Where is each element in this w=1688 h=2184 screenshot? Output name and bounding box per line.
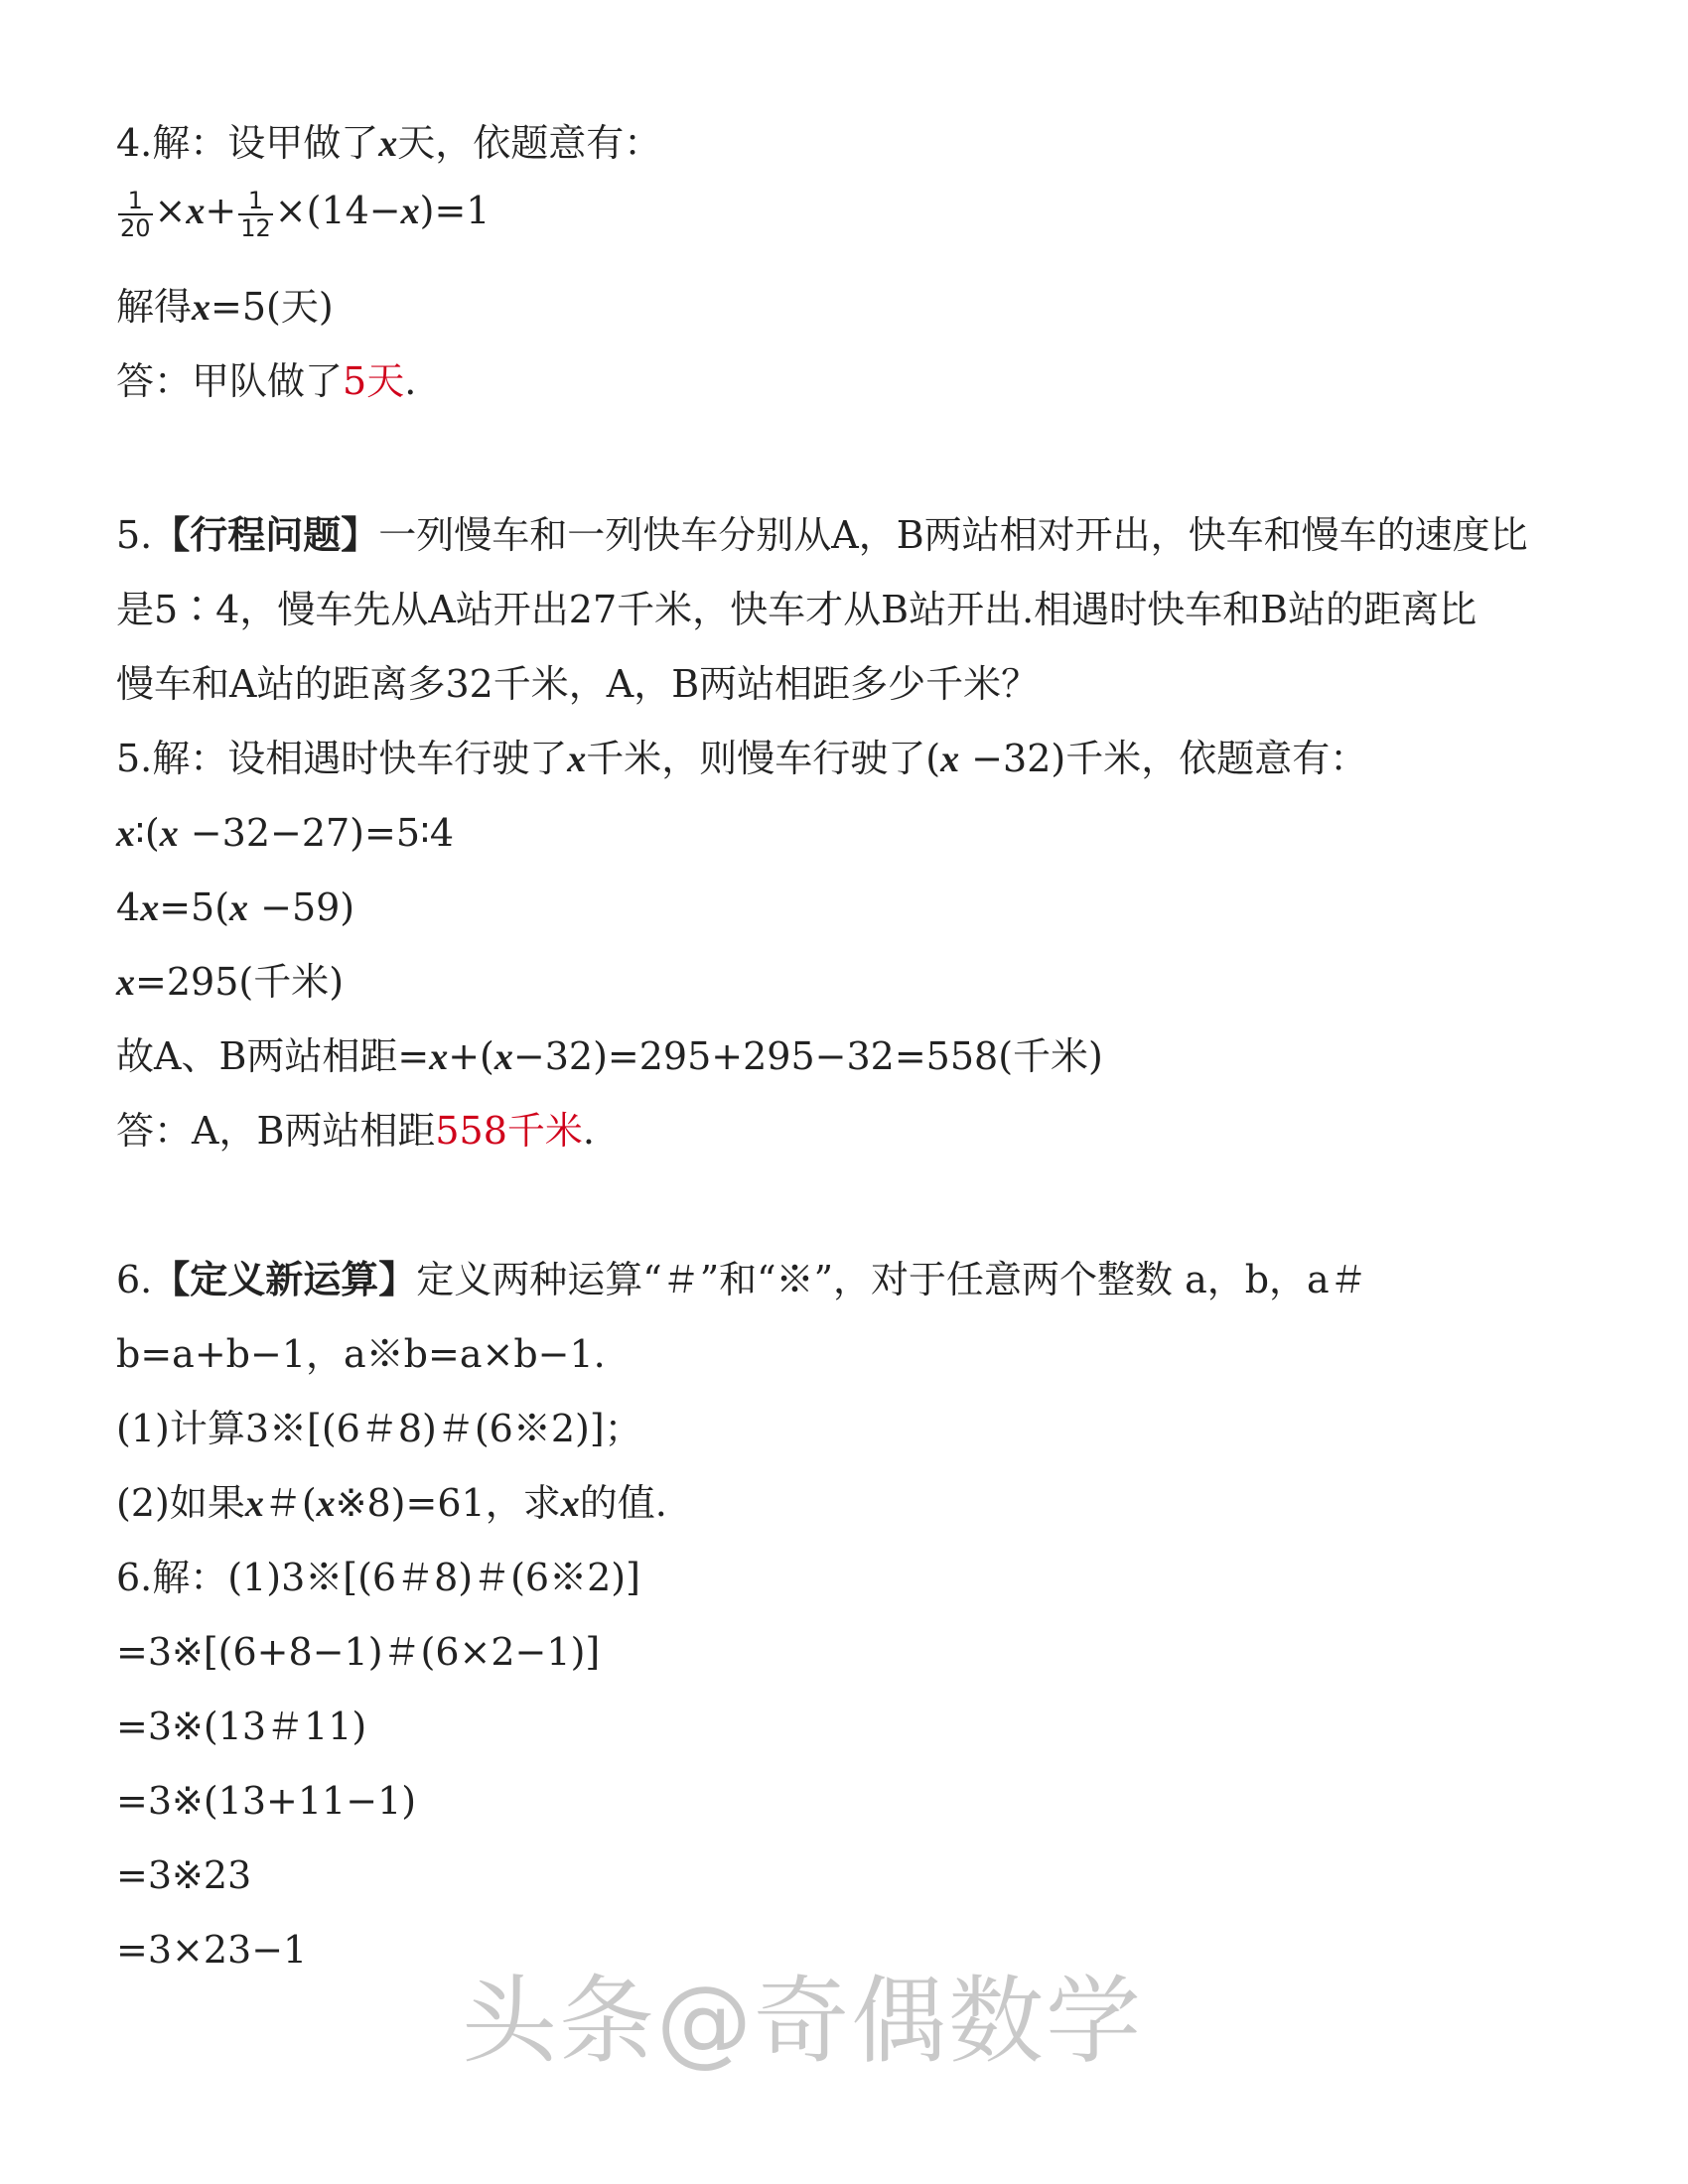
q6-solution-step-4 [116, 1777, 416, 1825]
text: =3×23−1 [116, 1928, 308, 1972]
q6-problem-line-2 [116, 1330, 606, 1378]
text: =295(千米) [135, 960, 345, 1004]
text: 故A、B两站相距= [116, 1034, 430, 1078]
text: −32−27)=5∶4 [178, 811, 455, 855]
q5-equation-2 [116, 884, 354, 932]
text: −59) [248, 886, 355, 929]
watermark: 头条@奇偶数学 [462, 1966, 1143, 2077]
denominator: 20 [120, 213, 151, 242]
answer-highlight: 5天 [343, 359, 405, 403]
numerator: 1 [118, 188, 153, 215]
variable-x: x [244, 1483, 264, 1525]
variable-x: x [493, 1036, 513, 1078]
problem-tag: 【行程问题】 [152, 512, 379, 557]
answer-highlight: 558千米 [435, 1109, 583, 1153]
variable-x: x [378, 123, 398, 165]
text: 一列慢车和一列快车分别从A，B两站相对开出，快车和慢车的速度比 [378, 513, 1528, 557]
q6-part-2 [116, 1479, 667, 1528]
text: 天，依题意有： [397, 121, 662, 165]
variable-x: x [229, 887, 249, 929]
q6-solution-step-5 [116, 1851, 251, 1899]
text: 5.解：设相遇时快车行驶了 [116, 737, 568, 780]
variable-x: x [940, 739, 960, 780]
text: b=a+b−1，a※b=a×b−1. [116, 1332, 606, 1376]
text: =3※(13＃11) [116, 1705, 367, 1748]
q6-part-1 [116, 1405, 642, 1452]
text: 解得 [116, 285, 193, 329]
numerator: 1 [238, 188, 273, 215]
denominator: 12 [240, 213, 271, 242]
text: +( [448, 1034, 494, 1078]
text: . [404, 359, 417, 403]
q4-result [116, 283, 334, 332]
q5-answer [116, 1107, 595, 1155]
q5-problem-line-3 [116, 660, 1039, 708]
q6-solution-step-3 [116, 1703, 366, 1750]
text: (1)计算3※[(6＃8)＃(6※2)]； [116, 1407, 642, 1450]
text: 定义两种运算“＃”和“※”，对于任意两个整数 a，b，a＃ [416, 1258, 1367, 1301]
text: + [205, 189, 237, 232]
variable-x: x [192, 287, 211, 329]
q5-problem-line-1 [116, 511, 1528, 559]
q5-equation-1 [116, 809, 454, 858]
fraction [238, 188, 273, 241]
variable-x: x [400, 191, 420, 232]
text: 5. [116, 513, 153, 557]
text: 4.解：设甲做了 [116, 121, 379, 165]
text: ∶( [135, 811, 160, 855]
text: 是5∶4，慢车先从A站开出27千米，快车才从B站开出.相遇时快车和B站的距离比 [116, 588, 1477, 631]
q6-problem-line-1 [116, 1256, 1367, 1303]
text: =3※23 [116, 1853, 252, 1897]
problem-tag: 【定义新运算】 [152, 1257, 417, 1301]
q6-solution-step-6 [116, 1926, 307, 1974]
q4-equation [116, 187, 490, 241]
variable-x: x [429, 1036, 449, 1078]
text: 答：A，B两站相距 [116, 1109, 436, 1153]
q5-distance-calc [116, 1032, 1103, 1081]
text: 千米，则慢车行驶了( [586, 737, 941, 780]
variable-x: x [560, 1483, 580, 1525]
text: −32)千米，依题意有： [959, 737, 1368, 780]
fraction [118, 188, 153, 241]
text: × [154, 189, 187, 232]
q5-problem-line-2 [116, 586, 1477, 633]
text: 4 [116, 886, 141, 929]
q4-answer [116, 357, 416, 405]
q5-solution-intro [116, 735, 1367, 783]
text: =3※[(6+8−1)＃(6×2−1)] [116, 1630, 601, 1674]
text: =5( [159, 886, 230, 929]
text: ×(14− [274, 189, 401, 232]
variable-x: x [116, 962, 135, 1004]
text: 的值. [579, 1481, 667, 1525]
text: ＃( [263, 1481, 317, 1525]
text: ※8)=61，求 [335, 1481, 561, 1525]
text: . [582, 1109, 595, 1153]
text: 慢车和A站的距离多32千米，A，B两站相距多少千米？ [116, 662, 1040, 706]
text: (2)如果 [116, 1481, 245, 1525]
variable-x: x [140, 887, 160, 929]
text: −32)=295+295−32=558(千米) [512, 1034, 1103, 1078]
q5-equation-3 [116, 958, 344, 1007]
variable-x: x [316, 1483, 336, 1525]
q6-solution-step-1 [116, 1554, 640, 1601]
text: =3※(13+11−1) [116, 1779, 417, 1823]
text: 答：甲队做了 [116, 359, 344, 403]
text: 6. [116, 1258, 153, 1301]
variable-x: x [186, 191, 206, 232]
text: 6.解：(1)3※[(6＃8)＃(6※2)] [116, 1556, 640, 1599]
text: =5(天) [211, 285, 334, 329]
q4-solution-intro [116, 119, 661, 168]
variable-x: x [567, 739, 587, 780]
variable-x: x [159, 813, 179, 855]
q6-solution-step-2 [116, 1628, 600, 1676]
text: )=1 [419, 189, 491, 232]
variable-x: x [116, 813, 135, 855]
